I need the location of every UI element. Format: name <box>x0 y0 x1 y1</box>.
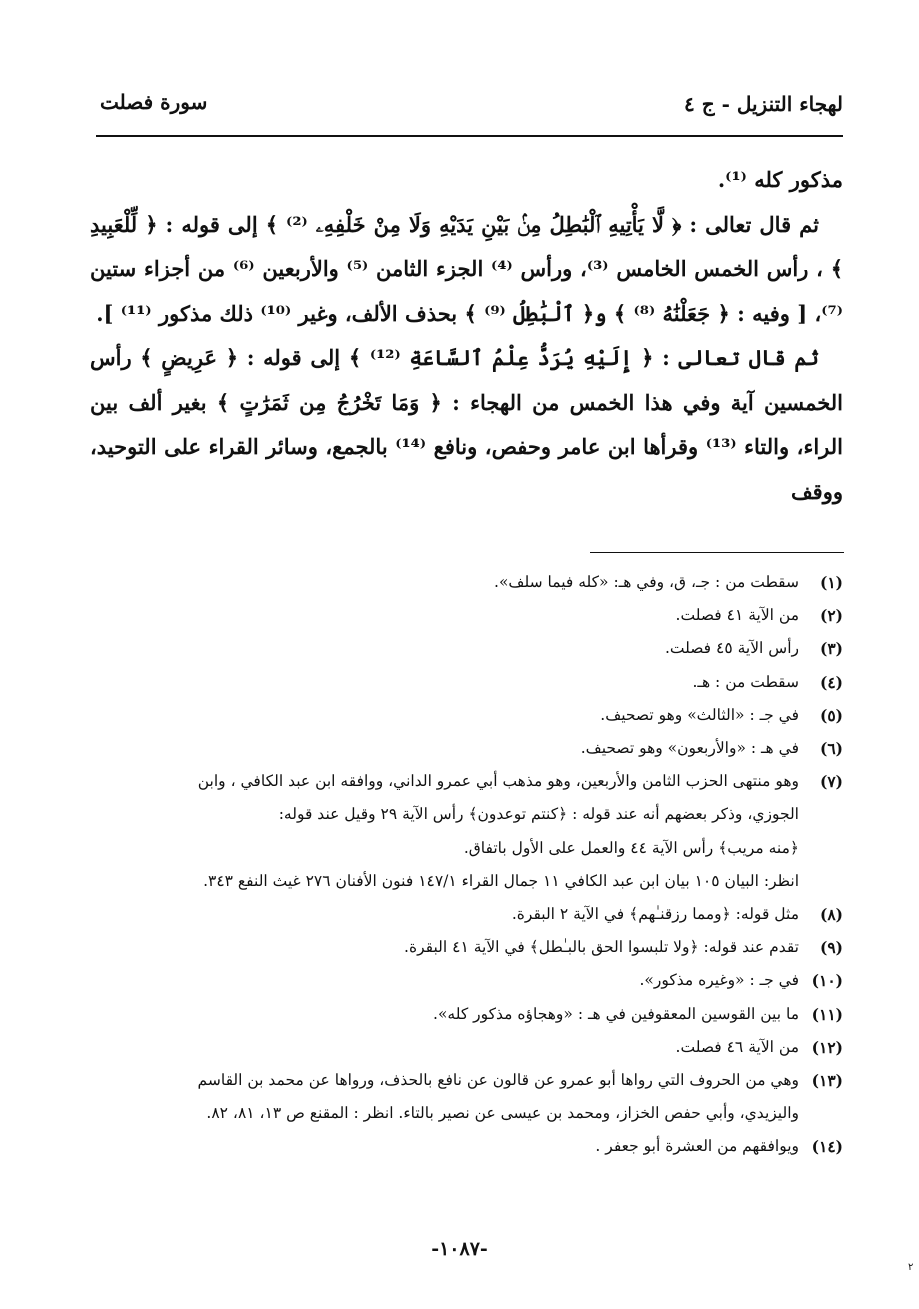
footnote-number: (١) <box>819 573 843 592</box>
footnote-11 <box>84 998 843 1031</box>
paragraph-3: ثم قال تعالى : ﴿ إِلَيْهِ يُرَدُّ عِلْمُ ٱلسَّاعَةِ ⁽¹²⁾ ﴾ إلى قوله : ﴿ عَرِيضٍ ﴾ رأس الخمسين آية وفي هذا الخمس من الهجاء : ﴿ وَمَا تَخْرُجُ مِن ثَمَرَٰتٍ ﴾ بغير ألف بين الراء، والتاء ⁽¹³⁾ وقرأها ابن عامر وحفص، ونافع ⁽¹⁴⁾ بالجمع، وسائر القراء على التوحيد، ووقف <box>90 345 843 504</box>
paragraph-1: مذكور كله ⁽¹⁾. <box>717 167 843 192</box>
footnote-text: تقدم عند قوله: ﴿ولا تلبسوا الحق بالبـٰطل﴾ في الآية ٤١ البقرة. <box>404 938 799 957</box>
footnote-text: ويوافقهم من العشرة أبو جعفر . <box>595 1137 799 1156</box>
header-divider <box>96 135 843 137</box>
footnote-text: وهي من الحروف التي رواها أبو عمرو عن قالون عن نافع بالحذف، ورواها عن محمد بن القاسم <box>197 1071 799 1090</box>
footnote-10 <box>84 964 843 997</box>
footnote-9 <box>84 931 843 964</box>
footnote-text: ما بين القوسين المعقوفين في هـ : «وهجاؤه مذكور كله». <box>433 1004 799 1023</box>
footnote-12 <box>84 1031 843 1064</box>
footnote-number: (٧) <box>819 772 843 792</box>
footnotes <box>84 566 843 1164</box>
footnote-5 <box>84 699 843 732</box>
margin-mark: ٢ <box>908 1262 914 1273</box>
footnote-text: رأس الآية ٤٥ فصلت. <box>664 639 799 658</box>
footnote-text: من الآية ٤٦ فصلت. <box>675 1037 799 1056</box>
footnote-1 <box>84 566 843 599</box>
footnote-14 <box>84 1130 843 1163</box>
footnote-7-continuation: الجوزي، وذكر بعضهم أنه عند قوله : ﴿كنتم توعدون﴾ رأس الآية ٢٩ وقيل عند قوله: <box>278 805 799 824</box>
footnote-number: (١٣) <box>811 1071 843 1091</box>
footnote-text: وهو منتهى الحزب الثامن والأربعين، وهو مذهب أبي عمرو الداني، ووافقه ابن عبد الكافي ، وابن <box>197 772 799 791</box>
footnote-text: سقطت من : جـ، ق، وفي هـ: «كله فيما سلف». <box>494 573 799 591</box>
footnote-7-continuation: ﴿منه مريب﴾ رأس الآية ٤٤ والعمل على الأول باتفاق. <box>463 838 799 857</box>
footnote-6 <box>84 732 843 765</box>
footnote-text: من الآية ٤١ فصلت. <box>675 606 799 625</box>
footnote-number: (٦) <box>819 739 843 759</box>
footnote-number: (٣) <box>819 639 843 659</box>
footnote-number: (٥) <box>819 705 843 725</box>
footnote-text: في جـ : «الثالث» وهو تصحيف. <box>600 705 799 724</box>
footnote-divider <box>590 552 844 553</box>
footnote-7 <box>84 765 843 798</box>
footnote-number: (١٠) <box>811 971 843 991</box>
footnote-number: (٩) <box>819 938 843 958</box>
footnote-2 <box>84 599 843 632</box>
footnote-number: (١٤) <box>811 1137 843 1157</box>
footnote-text: في جـ : «وغيره مذكور». <box>639 971 799 990</box>
footnote-8 <box>84 898 843 931</box>
footnote-text: سقطت من : هـ. <box>692 672 799 691</box>
footnote-13 <box>84 1064 843 1097</box>
surah-name: سورة فصلت <box>100 90 208 114</box>
footnote-number: (٢) <box>819 606 843 626</box>
running-title: لهجاء التنزيل - ج ٤ <box>683 92 843 116</box>
footnote-13-continuation: واليزيدي، وأبي حفص الخزاز، ومحمد بن عيسى عن نصير بالتاء. انظر : المقنع ص ١٣، ٨١، ٨٢. <box>206 1104 799 1123</box>
page-number: -١٠٨٧- <box>431 1238 488 1260</box>
footnote-number: (١٢) <box>811 1037 843 1057</box>
footnote-number: (١١) <box>811 1004 843 1024</box>
footnote-7-reference: انظر: البيان ١٠٥ بيان ابن عبد الكافي ١١ جمال القراء ١٤٧/١ فنون الأفنان ٢٧٦ غيث النفع ٣٤٣. <box>203 871 799 890</box>
footnote-3 <box>84 632 843 665</box>
footnote-text: مثل قوله: ﴿ومما رزقنـٰهم﴾ في الآية ٢ البقرة. <box>511 905 799 924</box>
paragraph-2: ثم قال تعالى : ﴿ لَّا يَأْتِيهِ ٱلْبَٰطِلُ مِنۢ بَيْنِ يَدَيْهِ وَلَا مِنْ خَلْفِهِۦ ⁽²⁾ ﴾ إلى قوله : ﴿ لِّلْعَبِيدِ ﴾ ، رأس الخمس الخامس ⁽³⁾، ورأس ⁽⁴⁾ الجزء الثامن ⁽⁵⁾ والأربعين ⁽⁶⁾ من أجزاء ستين ⁽⁷⁾، [ وفيه : ﴿ جَعَلْنَٰهُ ⁽⁸⁾ ﴾ و﴿ ٱلْبَٰطِلُ ⁽⁹⁾ ﴾ بحذف الألف، وغير ⁽¹⁰⁾ ذلك مذكور ⁽¹¹⁾ ]. <box>90 211 843 326</box>
footnote-number: (٨) <box>819 905 843 925</box>
footnote-4 <box>84 666 843 699</box>
footnote-text: في هـ : «والأربعون» وهو تصحيف. <box>580 739 799 758</box>
footnote-number: (٤) <box>819 672 843 692</box>
main-text <box>90 158 843 514</box>
